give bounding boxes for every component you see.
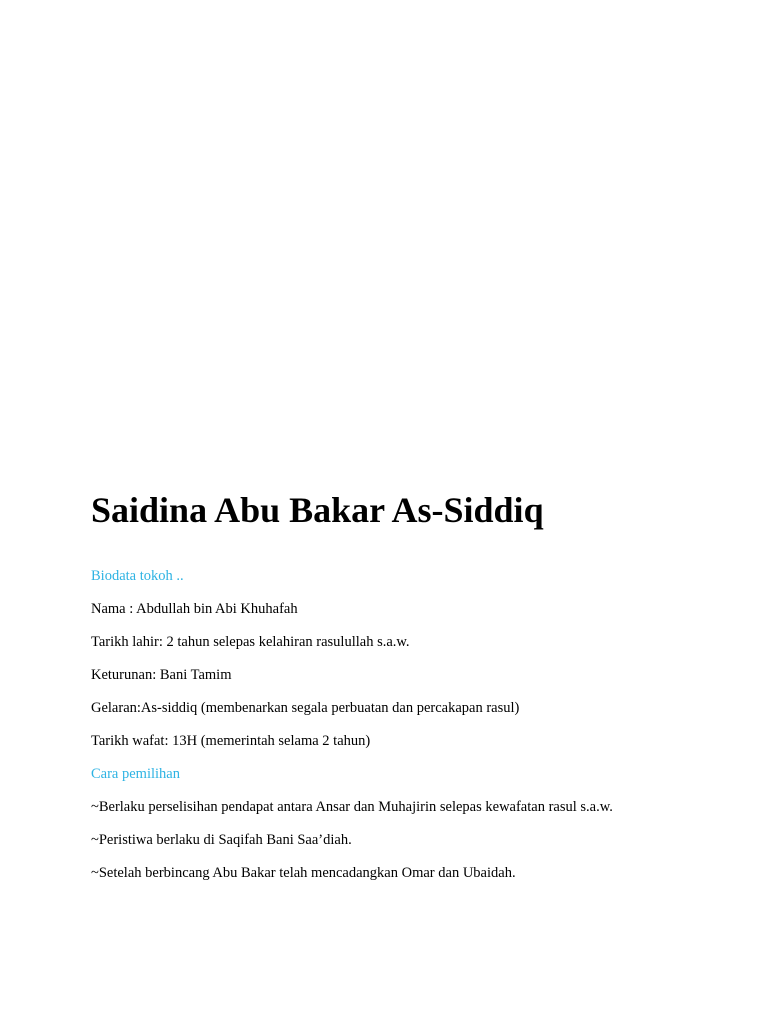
document-title: Saidina Abu Bakar As-Siddiq (91, 490, 544, 530)
pemilihan-item-2: ~Peristiwa berlaku di Saqifah Bani Saa’diah. (91, 832, 352, 848)
pemilihan-item-3: ~Setelah berbincang Abu Bakar telah mencadangkan Omar dan Ubaidah. (91, 865, 516, 881)
section-heading-biodata: Biodata tokoh .. (91, 568, 184, 584)
pemilihan-item-1: ~Berlaku perselisihan pendapat antara Ansar dan Muhajirin selepas kewafatan rasul s.a.w. (91, 799, 613, 815)
biodata-tarikh-lahir: Tarikh lahir: 2 tahun selepas kelahiran rasulullah s.a.w. (91, 634, 410, 650)
biodata-tarikh-wafat: Tarikh wafat: 13H (memerintah selama 2 tahun) (91, 733, 371, 749)
biodata-nama: Nama : Abdullah bin Abi Khuhafah (91, 601, 298, 617)
document-body (91, 488, 731, 896)
biodata-keturunan: Keturunan: Bani Tamim (91, 667, 232, 683)
biodata-gelaran: Gelaran:As-siddiq (membenarkan segala perbuatan dan percakapan rasul) (91, 700, 520, 716)
section-heading-cara-pemilihan: Cara pemilihan (91, 766, 180, 782)
